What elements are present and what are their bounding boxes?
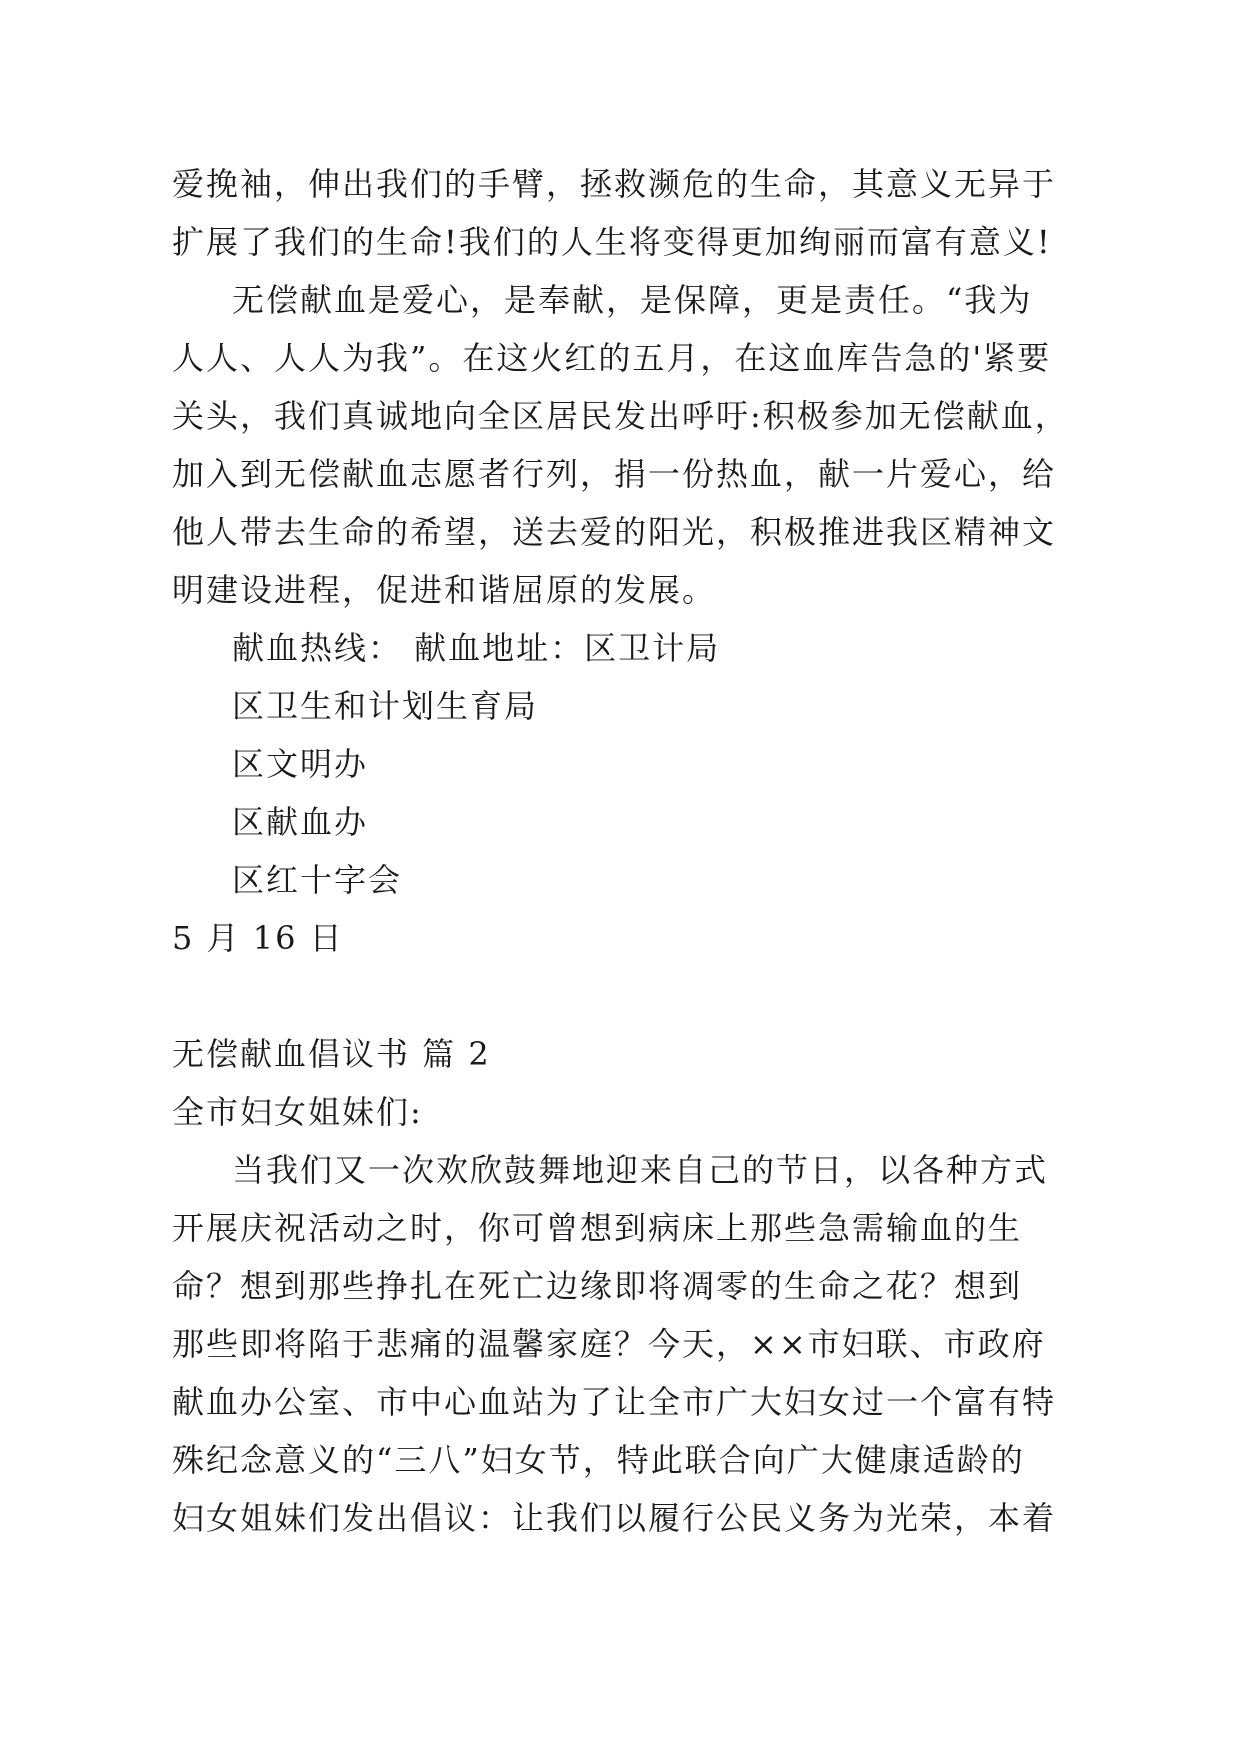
salutation: 全市妇女姐妹们: bbox=[172, 1093, 423, 1131]
organizer-name: 区文明办 bbox=[232, 745, 369, 783]
paragraph-line: 当我们又一次欢欣鼓舞地迎来自己的节日，以各种方式 bbox=[232, 1151, 1049, 1189]
paragraph-line: 关头，我们真诚地向全区居民发出呼吁:积极参加无偿献血， bbox=[172, 397, 1069, 435]
organizer-name: 区卫生和计划生育局 bbox=[232, 687, 539, 725]
paragraph-line: 殊纪念意义的“三八”妇女节，特此联合向广大健康适龄的 bbox=[172, 1441, 1025, 1479]
paragraph-line: 无偿献血是爱心，是奉献，是保障，更是责任。“我为 bbox=[232, 281, 1033, 319]
paragraph-line: 爱挽袖，伸出我们的手臂，拯救濒危的生命，其意义无异于 bbox=[172, 165, 1057, 203]
paragraph-line: 命？想到那些挣扎在死亡边缘即将凋零的生命之花？想到 bbox=[172, 1267, 1023, 1305]
section-heading: 无偿献血倡议书 篇 2 bbox=[172, 1035, 491, 1073]
paragraph-line: 扩展了我们的生命!我们的人生将变得更加绚丽而富有意义! bbox=[172, 223, 1052, 261]
paragraph-line: 明建设进程，促进和谐屈原的发展。 bbox=[172, 571, 717, 609]
organizer-name: 区红十字会 bbox=[232, 861, 403, 899]
date-line: 5 月 16 日 bbox=[172, 919, 344, 957]
paragraph-line: 献血办公室、市中心血站为了让全市广大妇女过一个富有特 bbox=[172, 1383, 1057, 1421]
organizer-name: 区献血办 bbox=[232, 803, 369, 841]
paragraph-line: 他人带去生命的希望，送去爱的阳光，积极推进我区精神文 bbox=[172, 513, 1057, 551]
donation-hotline-address: 献血热线： 献血地址：区卫计局 bbox=[232, 629, 721, 667]
paragraph-line: 人人、人人为我”。在这火红的五月，在这血库告急的'紧要 bbox=[172, 339, 1052, 377]
paragraph-line: 妇女姐妹们发出倡议：让我们以履行公民义务为光荣，本着 bbox=[172, 1499, 1057, 1537]
paragraph-line: 加入到无偿献血志愿者行列，捐一份热血，献一片爱心，给 bbox=[172, 455, 1057, 493]
paragraph-line: 开展庆祝活动之时，你可曾想到病床上那些急需输血的生 bbox=[172, 1209, 1023, 1247]
paragraph-line: 那些即将陷于悲痛的温馨家庭？今天，××市妇联、市政府 bbox=[172, 1325, 1046, 1363]
